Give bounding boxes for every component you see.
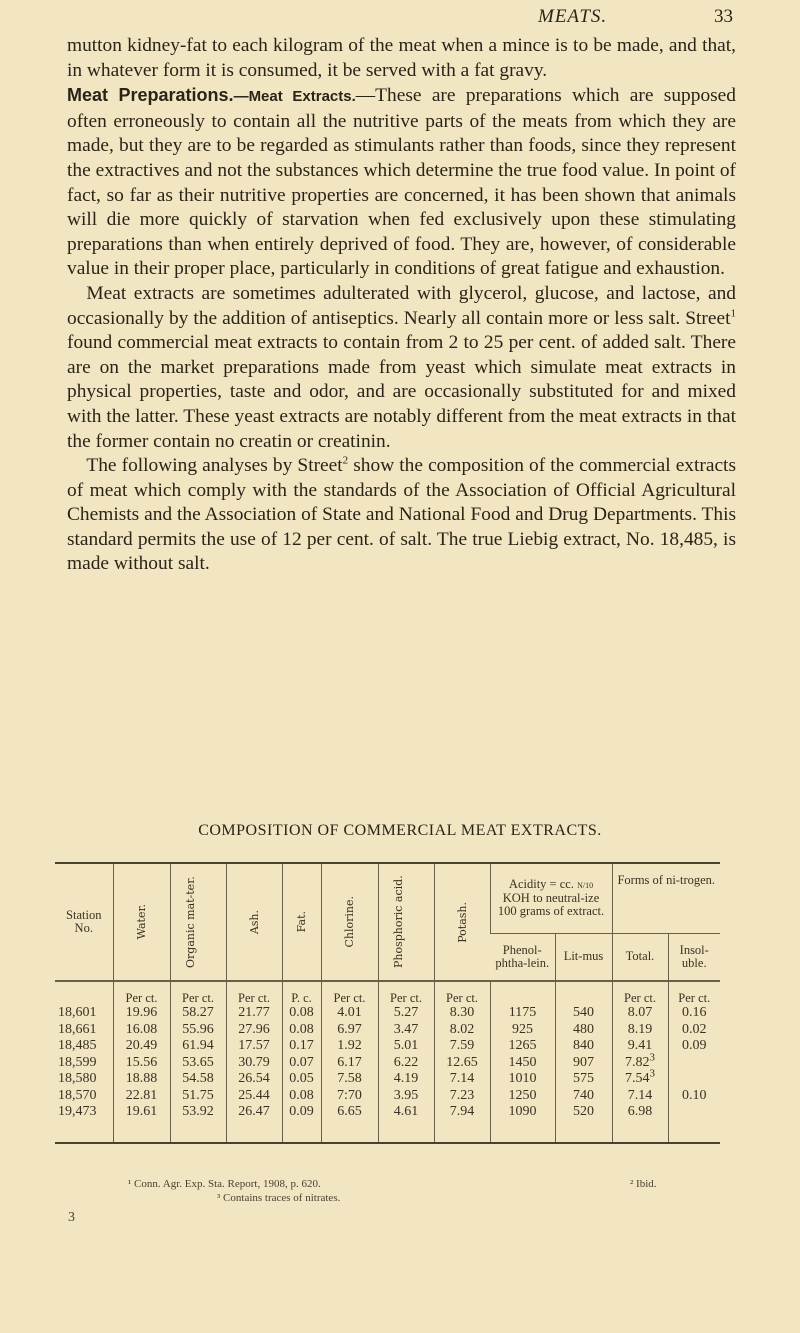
header-insoluble: Insol-uble. (668, 933, 720, 981)
cell-value: 22.81 (125, 1087, 158, 1103)
cell-value: 0.05 (289, 1071, 314, 1086)
table-cell (113, 1088, 170, 1105)
table-cell (226, 1005, 282, 1022)
table-cell (282, 1088, 321, 1105)
table-cell (226, 1088, 282, 1105)
table-cell (170, 1104, 226, 1143)
header-label: Organic mat-ter. (184, 876, 197, 968)
header-fat (282, 863, 321, 981)
paragraph-text: found commercial meat extracts to contain from 2 to 25 per cent. of added salt. There are on the market preparations made from yeast which simulate meat extracts in physical properties, taste and odor, and are occasionally substituted for and mixed with the latter. These yeast extracts are notably different from the meat extracts in that the former contain no creatin or creatinin. (67, 332, 736, 452)
table-cell (612, 1088, 668, 1105)
table-cell (55, 1022, 113, 1039)
table-cell (612, 1022, 668, 1039)
unit-cell: Per ct. (434, 981, 490, 1005)
footnote-ref: 3 (649, 1050, 655, 1063)
table-cell (55, 1038, 113, 1055)
cell-value: 0.16 (682, 1005, 707, 1020)
cell-value: 6.17 (337, 1054, 362, 1070)
cell-value: 6.98 (627, 1104, 653, 1119)
table-cell (282, 1055, 321, 1072)
table-cell (490, 1071, 555, 1088)
table-cell (113, 1005, 170, 1022)
table-cell (55, 1005, 113, 1022)
unit-cell (490, 981, 555, 1005)
unit-cell: P. c. (282, 981, 321, 1005)
cell-value: 8.30 (449, 1005, 475, 1020)
body-text (67, 34, 736, 577)
cell-value: 0.07 (289, 1054, 314, 1070)
table-cell (668, 1088, 720, 1105)
table-cell (378, 1038, 434, 1055)
table-cell (226, 1038, 282, 1055)
cell-value: 480 (573, 1021, 594, 1037)
unit-cell: Per ct. (612, 981, 668, 1005)
table-cell (668, 1038, 720, 1055)
table-cell (113, 1022, 170, 1039)
table-cell (555, 1038, 612, 1055)
cell-value: 1265 (508, 1038, 537, 1053)
cell-value: 9.41 (627, 1038, 653, 1053)
cell-value: 7.14 (449, 1071, 475, 1086)
cell-value: 53.92 (182, 1104, 214, 1119)
header-label: Water. (135, 904, 148, 940)
running-head (0, 6, 800, 32)
cell-value: 26.54 (238, 1071, 270, 1086)
footnote-1: ¹ Conn. Agr. Exp. Sta. Report, 1908, p. 620. (128, 1178, 321, 1190)
header-label: Chlorine. (343, 896, 356, 948)
table-row (55, 1071, 720, 1088)
header-litmus: Lit-mus (555, 933, 612, 981)
table-row (55, 1022, 720, 1039)
composition-table (55, 862, 720, 1144)
paragraph-1: mutton kidney-fat to each kilogram of the meat when a mince is to be made, and that, in whatever form it is consumed, it be served with a fat gravy. (67, 35, 736, 81)
header-acidity (490, 863, 612, 933)
cell-value: 0.10 (682, 1087, 707, 1103)
header-organic (170, 863, 226, 981)
table-cell (378, 1055, 434, 1072)
footnote-3: ³ Contains traces of nitrates. (217, 1192, 341, 1204)
cell-value: 8.02 (449, 1021, 475, 1037)
table-cell (170, 1055, 226, 1072)
table-cell (434, 1071, 490, 1088)
header-chlorine (321, 863, 378, 981)
table-cell (612, 1067, 668, 1088)
cell-value: 27.96 (238, 1021, 270, 1037)
paragraph-4 (67, 454, 736, 577)
cell-value: 4.01 (337, 1005, 362, 1020)
unit-cell (555, 981, 612, 1005)
cell-value: 0.09 (682, 1038, 707, 1053)
header-phenol: Phenol-phtha-lein. (490, 933, 555, 981)
cell-value: 61.94 (182, 1038, 214, 1053)
table-cell (612, 1005, 668, 1022)
cell-value: 55.96 (182, 1021, 214, 1037)
cell-value: 540 (573, 1005, 594, 1020)
paragraph-text: —These are preparations which are supposed often erroneously to contain all the nutritive parts of the meats from which they are made, but they are to be regarded as stimulants rather than foods, since they represent the extractives and not the substances which determine the true food value. In point of fact, so far as their nutritive properties are concerned, it has been shown that animals will die more quickly of starvation when fed exclusively upon these stimulating preparations than when entirely deprived of food. They are, however, of considerable value in their proper place, particularly in conditions of great fatigue and exhaustion. (67, 85, 736, 280)
header-label: Phosphoric acid. (392, 875, 405, 969)
table-cell (434, 1005, 490, 1022)
paragraph-2 (67, 83, 736, 282)
unit-cell: Per ct. (668, 981, 720, 1005)
cell-value: 520 (573, 1104, 594, 1119)
table-cell (321, 1088, 378, 1105)
units-row (55, 981, 720, 1005)
cell-value: 53.65 (182, 1054, 214, 1070)
table-cell (378, 1104, 434, 1143)
table-cell (55, 1088, 113, 1105)
cell-value: 6.22 (393, 1054, 419, 1070)
table-cell (170, 1022, 226, 1039)
table-cell (321, 1055, 378, 1072)
header-station: Station No. (55, 863, 113, 981)
cell-value: 18.88 (125, 1071, 158, 1086)
table-cell (555, 1005, 612, 1022)
cell-value: 1450 (508, 1054, 537, 1070)
cell-value: 19,473 (58, 1104, 97, 1119)
paragraph-text: show the composition of the commercial extracts of meat which comply with the standards of the Association of Official Agricultural Chemists and the Association of State and National Food and Drug Departments. This standard permits the use of 12 per cent. of salt. The true Liebig extract, No. 18,485, is made without salt. (67, 455, 736, 575)
cell-value: 4.19 (393, 1071, 419, 1086)
header-label: Fat. (295, 911, 308, 933)
cell-value: 1090 (508, 1104, 537, 1119)
footnote-ref: 3 (649, 1067, 655, 1080)
cell-value: 18,570 (58, 1087, 97, 1103)
table-cell (378, 1071, 434, 1088)
table-cell (170, 1071, 226, 1088)
table-cell (434, 1088, 490, 1105)
cell-value: 19.61 (125, 1104, 158, 1119)
cell-value: 7.54 (625, 1071, 650, 1086)
cell-value: 54.58 (182, 1071, 214, 1086)
cell-value: 925 (512, 1021, 533, 1037)
table-cell (321, 1022, 378, 1039)
table-cell (378, 1022, 434, 1039)
cell-value: 3.95 (393, 1087, 419, 1103)
table-cell (55, 1055, 113, 1072)
cell-value: 51.75 (182, 1087, 214, 1103)
cell-value: 5.27 (393, 1005, 419, 1020)
cell-value: 30.79 (238, 1054, 270, 1070)
table-row (55, 1055, 720, 1072)
footnote-ref: 2 (342, 454, 349, 467)
cell-value: 575 (573, 1071, 594, 1086)
footnote-2: ² Ibid. (630, 1178, 657, 1190)
cell-value: 740 (573, 1087, 594, 1103)
table-cell (555, 1088, 612, 1105)
cell-value: 0.08 (289, 1087, 314, 1103)
acidity-label-rest: KOH to neutral-ize 100 grams of extract. (497, 891, 605, 919)
table-cell (490, 1005, 555, 1022)
header-potash (434, 863, 490, 981)
page-number: 33 (714, 6, 733, 27)
cell-value: 0.08 (289, 1005, 314, 1020)
table-cell (55, 1071, 113, 1088)
cell-value: 8.19 (627, 1021, 653, 1037)
table-cell (321, 1104, 378, 1143)
cell-value: 5.01 (393, 1038, 419, 1053)
table-cell (490, 1088, 555, 1105)
table-cell (555, 1071, 612, 1088)
header-label: Potash. (455, 901, 469, 943)
header-water (113, 863, 170, 981)
footnote-ref: 1 (730, 307, 736, 320)
cell-value: 7.14 (627, 1087, 653, 1103)
cell-value: 58.27 (182, 1005, 214, 1020)
unit-cell: Per ct. (170, 981, 226, 1005)
unit-cell: Per ct. (378, 981, 434, 1005)
acidity-normality: N/10 (577, 881, 594, 891)
table-cell (226, 1055, 282, 1072)
table-cell (668, 1055, 720, 1072)
table-cell (490, 1038, 555, 1055)
header-phosphoric (378, 863, 434, 981)
header-total: Total. (612, 933, 668, 981)
cell-value: 840 (573, 1038, 594, 1053)
cell-value: 7.59 (449, 1038, 475, 1053)
cell-value: 7.23 (449, 1087, 475, 1103)
table-cell (170, 1005, 226, 1022)
cell-value: 17.57 (238, 1038, 270, 1053)
table-cell (226, 1104, 282, 1143)
header-label: Ash. (247, 909, 261, 935)
cell-value: 3.47 (393, 1021, 419, 1037)
table-cell (612, 1038, 668, 1055)
cell-value: 21.77 (238, 1005, 270, 1020)
cell-value: 12.65 (446, 1054, 478, 1070)
cell-value: 0.09 (289, 1104, 314, 1119)
unit-cell: Per ct. (226, 981, 282, 1005)
table-cell (434, 1038, 490, 1055)
header-forms-nitrogen: Forms of ni-trogen. (612, 863, 720, 933)
table-cell (434, 1104, 490, 1143)
table-row (55, 1005, 720, 1022)
unit-cell (55, 981, 113, 1005)
table-cell (170, 1038, 226, 1055)
table-cell (226, 1071, 282, 1088)
cell-value: 907 (573, 1054, 594, 1070)
table-cell (321, 1005, 378, 1022)
table-cell (612, 1050, 668, 1072)
table-cell (555, 1104, 612, 1143)
table-cell (55, 1104, 113, 1143)
acidity-label: Acidity = cc. (508, 877, 574, 892)
cell-value: 26.47 (238, 1104, 270, 1119)
table-cell (282, 1104, 321, 1143)
cell-value: 18,485 (58, 1038, 97, 1053)
cell-value: 20.49 (125, 1038, 158, 1053)
cell-value: 1010 (508, 1071, 537, 1086)
unit-cell: Per ct. (113, 981, 170, 1005)
cell-value: 16.08 (125, 1021, 158, 1037)
running-head-title: MEATS. (538, 6, 608, 27)
cell-value: 7.94 (449, 1104, 475, 1119)
table-cell (113, 1104, 170, 1143)
table-cell (282, 1005, 321, 1022)
cell-value: 7:70 (337, 1087, 362, 1103)
header-ash (226, 863, 282, 981)
cell-value: 0.17 (289, 1038, 314, 1053)
cell-value: 1.92 (337, 1038, 362, 1053)
table-row (55, 1088, 720, 1105)
table-cell (321, 1071, 378, 1088)
table-cell (490, 1022, 555, 1039)
table-cell (170, 1088, 226, 1105)
table-cell (321, 1038, 378, 1055)
table-cell (612, 1104, 668, 1143)
cell-value: 18,599 (58, 1054, 97, 1070)
table-cell (434, 1022, 490, 1039)
section-heading: Meat Preparations. (67, 85, 234, 106)
cell-value: 6.65 (337, 1104, 362, 1119)
cell-value: 1250 (508, 1087, 537, 1103)
table-body (55, 981, 720, 1143)
unit-cell: Per ct. (321, 981, 378, 1005)
table-cell (378, 1005, 434, 1022)
table-cell (490, 1104, 555, 1143)
table-cell (282, 1022, 321, 1039)
signature-mark: 3 (68, 1210, 75, 1225)
table-cell (282, 1071, 321, 1088)
table-title: COMPOSITION OF COMMERCIAL MEAT EXTRACTS. (198, 822, 602, 839)
paragraph-text: The following analyses by Street (86, 455, 343, 477)
cell-value: 19.96 (125, 1005, 158, 1020)
table-cell (490, 1055, 555, 1072)
table-cell (378, 1088, 434, 1105)
cell-value: 1175 (508, 1005, 537, 1020)
cell-value: 0.08 (289, 1021, 314, 1037)
table-cell (113, 1055, 170, 1072)
cell-value: 6.97 (337, 1021, 362, 1037)
table-cell (555, 1055, 612, 1072)
cell-value: 4.61 (393, 1104, 419, 1119)
table-cell (668, 1022, 720, 1039)
cell-value: 25.44 (238, 1087, 270, 1103)
cell-value: 18,601 (58, 1005, 97, 1020)
table-cell (555, 1022, 612, 1039)
table-cell (113, 1071, 170, 1088)
table-cell (668, 1104, 720, 1143)
cell-value: 7.58 (337, 1071, 362, 1086)
cell-value: 18,580 (58, 1071, 97, 1086)
paragraph-text: Meat extracts are sometimes adulterated with glycerol, glucose, and lactose, and occasionally by the addition of antiseptics. Nearly all contain more or less salt. Street (67, 282, 736, 329)
table-row (55, 1104, 720, 1143)
table-cell (282, 1038, 321, 1055)
table-cell (668, 1071, 720, 1088)
subsection-heading: —Meat Extracts. (233, 88, 356, 106)
table-cell (668, 1005, 720, 1022)
table-cell (226, 1022, 282, 1039)
table-cell (434, 1055, 490, 1072)
cell-value: 15.56 (125, 1054, 158, 1070)
cell-value: 0.02 (682, 1021, 707, 1037)
table-row (55, 1038, 720, 1055)
paragraph-3 (67, 282, 736, 454)
cell-value: 18,661 (58, 1021, 97, 1037)
table-cell (113, 1038, 170, 1055)
cell-value: 7.82 (625, 1054, 650, 1070)
cell-value: 8.07 (627, 1005, 653, 1020)
